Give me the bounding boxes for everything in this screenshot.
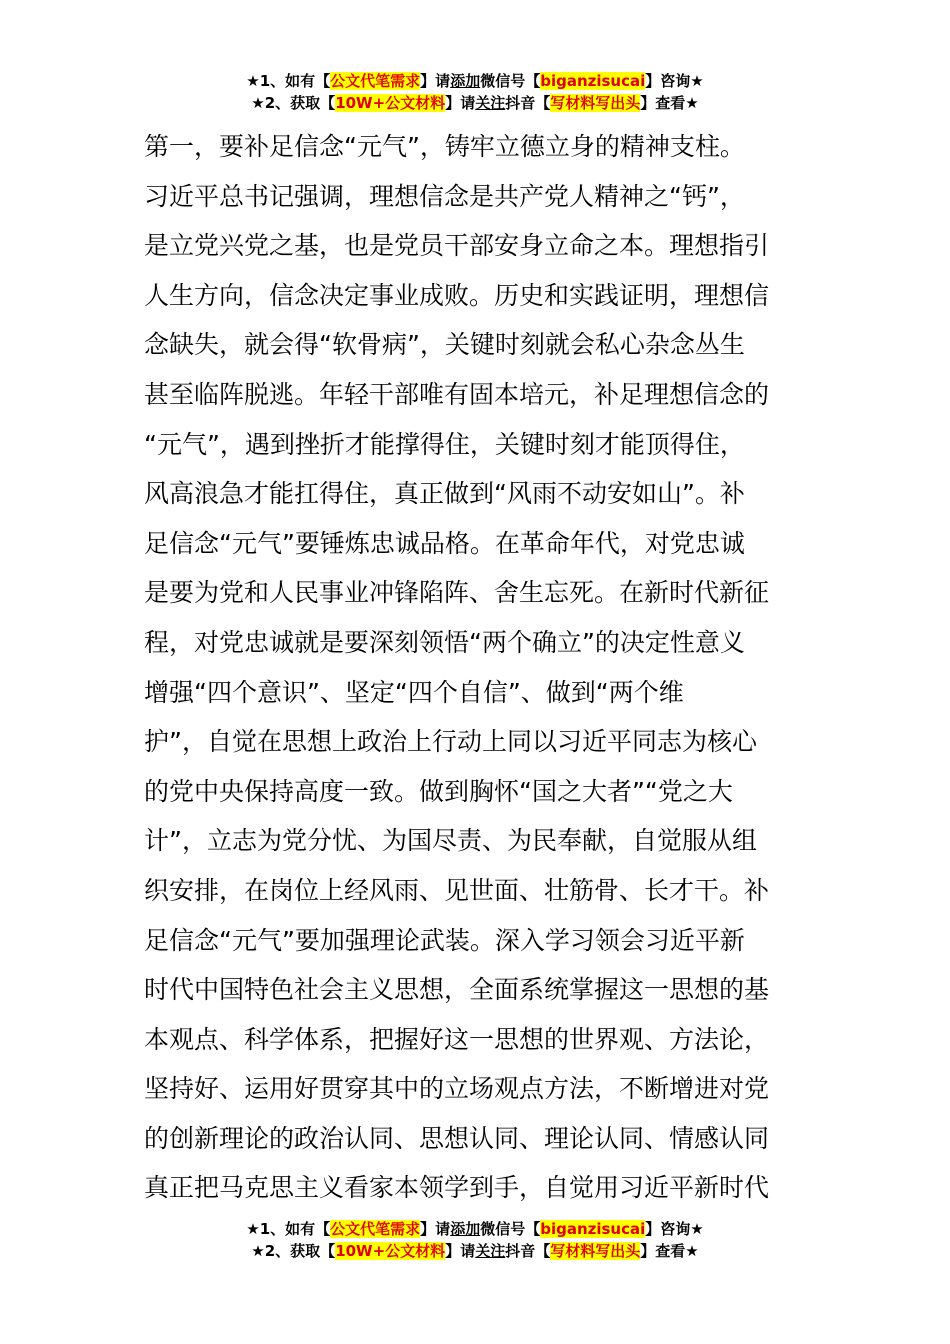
text-line: 计”，立志为党分忧、为国尽责、为民奉献，自觉服从组 [144,826,757,856]
banner-text: 】查看★ [640,1242,699,1260]
banner-highlight: 公文代笔需求 [330,1220,421,1238]
text-line: 增强“四个意识”、坚定“四个自信”、做到“两个维 [144,677,684,707]
banner-text: 微信号【 [480,1220,541,1238]
banner-text: 抖音【 [505,94,551,112]
banner-line-2 [0,92,950,114]
banner-underline: 添加 [450,72,481,90]
banner-text: 】请 [445,94,476,112]
banner-text: 】请 [420,72,451,90]
text-line: 是立党兴党之基，也是党员干部安身立命之本。理想指引 [144,231,770,261]
text-line: 足信念“元气”要加强理论武装。深入学习领会习近平新 [144,925,745,955]
banner-text: ★2、获取【 [251,1242,336,1260]
text-line: 是要为党和人民事业冲锋陷阵、舍生忘死。在新时代新征 [144,578,770,608]
banner-text: 微信号【 [480,72,541,90]
banner-text: ★2、获取【 [251,94,336,112]
banner-highlight: biganzisucai [540,1220,646,1238]
banner-highlight: 10W+公文材料 [335,94,446,112]
banner-text: 】咨询★ [645,1220,704,1238]
text-line: 织安排，在岗位上经风雨、见世面、壮筋骨、长才干。补 [144,875,770,905]
text-line: 念缺失，就会得“软骨病”，关键时刻就会私心杂念丛生 [144,330,745,360]
document-body [144,122,808,1213]
banner-underline: 添加 [450,1220,481,1238]
banner-line-1 [0,70,950,92]
footer-banner [0,1218,950,1262]
banner-highlight: biganzisucai [540,72,646,90]
text-line: 风高浪急才能扛得住，真正做到“风雨不动安如山”。补 [144,479,745,509]
banner-text: 】请 [420,1220,451,1238]
banner-highlight: 10W+公文材料 [335,1242,446,1260]
text-line: 足信念“元气”要锤炼忠诚品格。在革命年代，对党忠诚 [144,528,745,558]
banner-line-2 [0,1240,950,1262]
banner-highlight: 公文代笔需求 [330,72,421,90]
text-line: 习近平总书记强调，理想信念是共产党人精神之“钙”， [144,181,745,211]
banner-highlight: 写材料写出头 [550,1242,641,1260]
text-line: 的党中央保持高度一致。做到胸怀“国之大者”“党之大 [144,776,733,806]
banner-text: ★1、如有【 [246,72,331,90]
banner-text: ★1、如有【 [246,1220,331,1238]
text-line: 程，对党忠诚就是要深刻领悟“两个确立”的决定性意义 [144,627,745,657]
header-banner [0,70,950,114]
text-line: 甚至临阵脱逃。年轻干部唯有固本培元，补足理想信念的 [144,379,770,409]
banner-text: 】查看★ [640,94,699,112]
banner-text: 】咨询★ [645,72,704,90]
banner-highlight: 写材料写出头 [550,94,641,112]
banner-text: 】请 [445,1242,476,1260]
text-line: 护”，自觉在思想上政治上行动上同以习近平同志为核心 [144,727,757,757]
text-line: 坚持好、运用好贯穿其中的立场观点方法，不断增进对党 [144,1074,770,1104]
text-line: 本观点、科学体系，把握好这一思想的世界观、方法论， [144,1024,770,1054]
text-line: “元气”，遇到挫折才能撑得住，关键时刻才能顶得住， [144,429,745,459]
banner-underline: 关注 [475,1242,506,1260]
text-line: 人生方向，信念决定事业成败。历史和实践证明，理想信 [144,280,770,310]
banner-underline: 关注 [475,94,506,112]
text-line: 的创新理论的政治认同、思想认同、理论认同、情感认同 [144,1123,770,1153]
text-line: 真正把马克思主义看家本领学到手，自觉用习近平新时代 [144,1173,770,1203]
text-line: 第一，要补足信念“元气”，铸牢立德立身的精神支柱。 [144,132,745,161]
banner-text: 抖音【 [505,1242,551,1260]
text-line: 时代中国特色社会主义思想，全面系统掌握这一思想的基 [144,975,770,1005]
banner-line-1 [0,1218,950,1240]
